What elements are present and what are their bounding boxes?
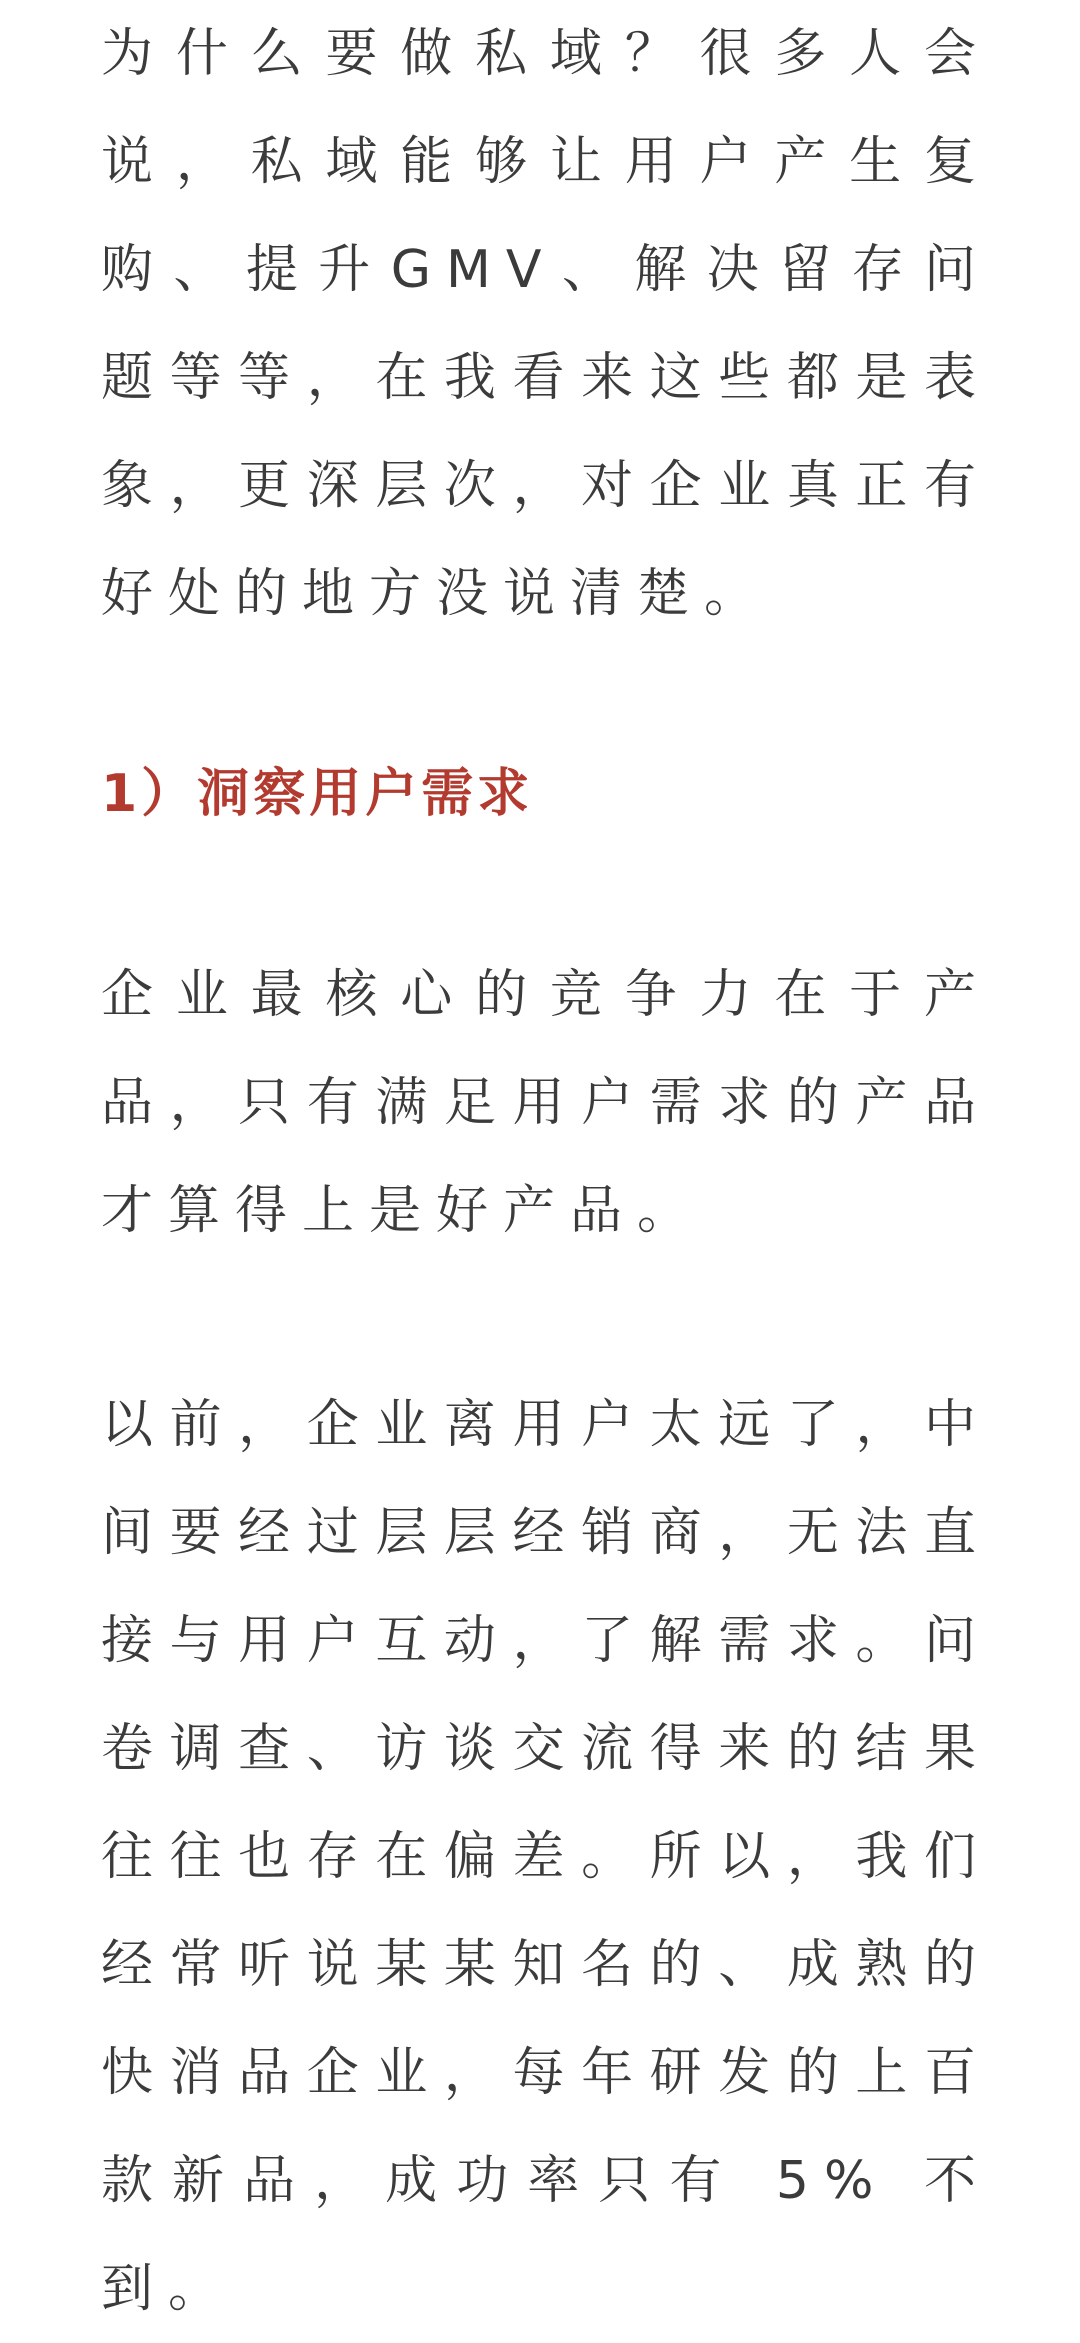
history-paragraph: 以前，企业离用户太远了，中间要经过层层经销商，无法直接与用户互动，了解需求。问卷调查、访谈交流得来的结果往往也存在偏差。所以，我们经常听说某某知名的、成熟的快消品企业，每年研发的上百款新品，成功率只有 5% 不到。 — [101, 1395, 991, 2319]
product-paragraph: 企业最核心的竞争力在于产品，只有满足用户需求的产品才算得上是好产品。 — [101, 965, 991, 1241]
article-body — [101, 0, 991, 2343]
intro-paragraph: 为什么要做私域？很多人会说，私域能够让用户产生复购、提升GMV、解决留存问题等等，在我看来这些都是表象，更深层次，对企业真正有好处的地方没说清楚。 — [101, 24, 991, 624]
section-heading: 1）洞察用户需求 — [101, 764, 534, 824]
